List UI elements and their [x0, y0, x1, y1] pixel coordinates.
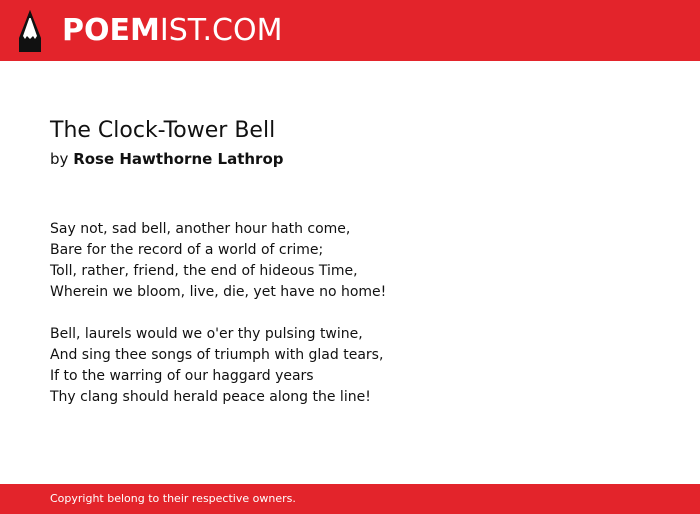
poem-line: Bare for the record of a world of crime; — [50, 242, 324, 258]
author-name: Rose Hawthorne Lathrop — [73, 150, 284, 168]
copyright-text: Copyright belong to their respective owners. — [50, 492, 296, 505]
stanza — [50, 219, 386, 303]
poem-line: If to the warring of our haggard years — [50, 368, 314, 384]
poem-title: The Clock-Tower Bell — [50, 118, 276, 143]
poem-body — [50, 219, 386, 429]
site-footer — [0, 484, 700, 514]
site-header — [0, 0, 700, 61]
poem-line: Bell, laurels would we o'er thy pulsing twine, — [50, 326, 363, 342]
poem-line: Thy clang should herald peace along the line! — [50, 389, 371, 405]
by-label: by — [50, 150, 69, 168]
poem-line: And sing thee songs of triumph with glad tears, — [50, 347, 384, 363]
byline — [50, 149, 284, 169]
pencil-tip-icon[interactable] — [17, 10, 43, 52]
poem-line: Toll, rather, friend, the end of hideous Time, — [50, 263, 358, 279]
poem-line: Say not, sad bell, another hour hath come, — [50, 221, 351, 237]
poem-line: Wherein we bloom, live, die, yet have no home! — [50, 284, 387, 300]
stanza — [50, 324, 386, 408]
brand-light: IST.COM — [159, 13, 283, 48]
site-logo-text[interactable] — [62, 14, 282, 48]
brand-bold: POEM — [62, 13, 160, 48]
